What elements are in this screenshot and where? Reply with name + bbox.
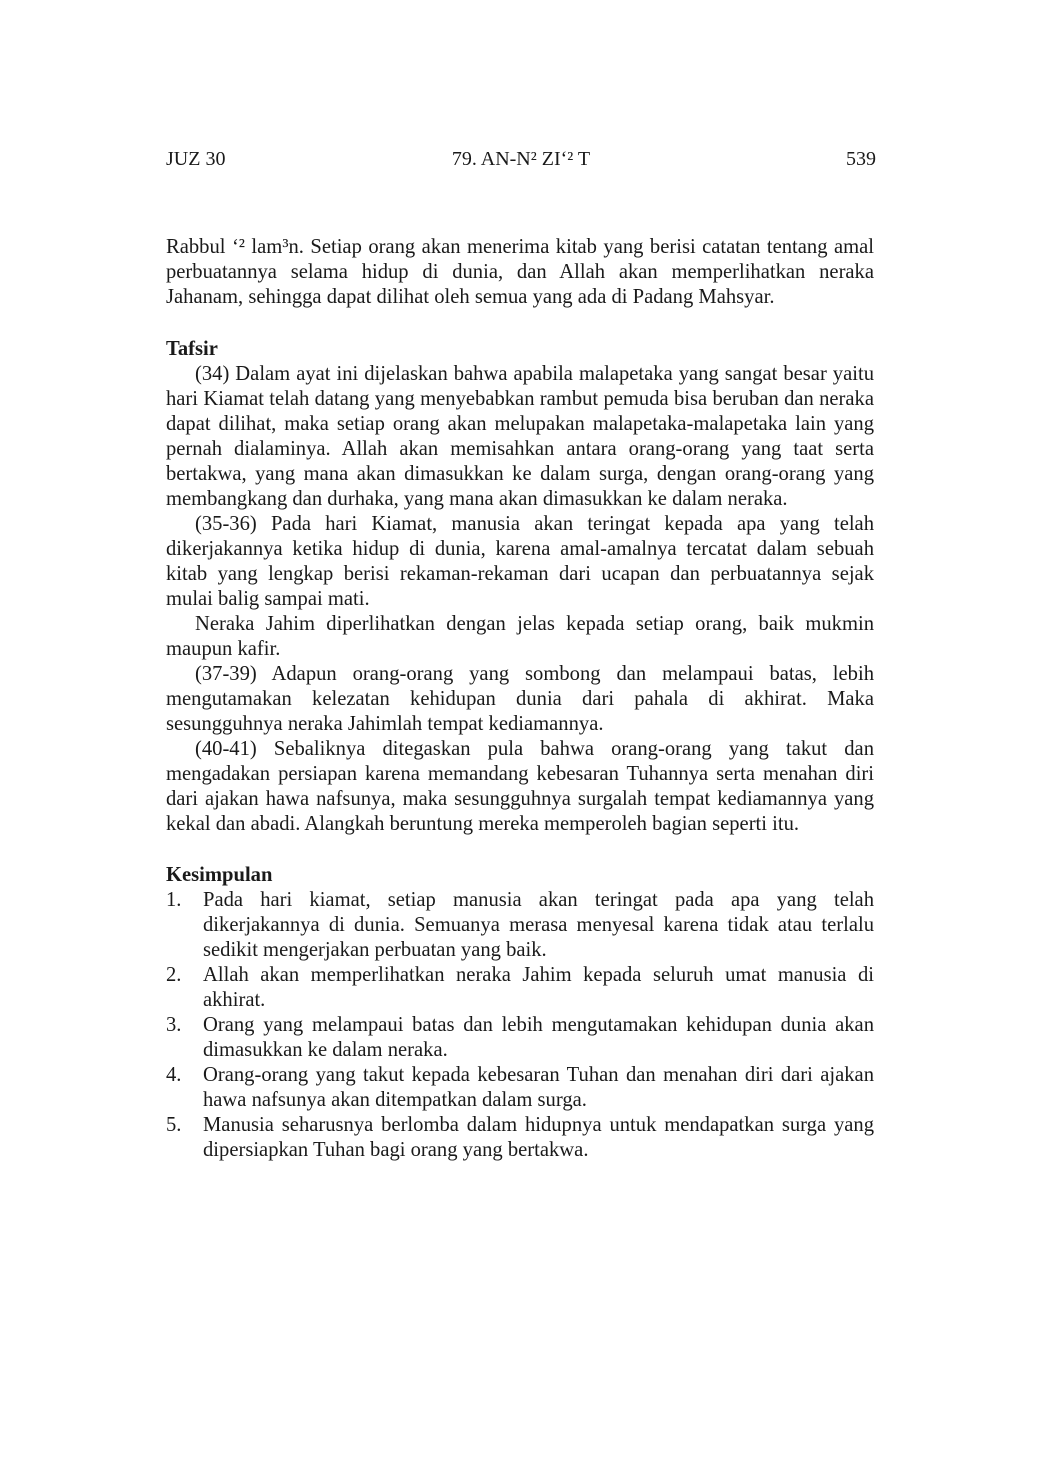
list-item-number: 3.: [166, 1014, 182, 1036]
kesimpulan-heading: Kesimpulan: [166, 864, 273, 886]
section-spacer: [166, 310, 874, 337]
surah-title: 79. AN-N² ZI‘² T: [451, 148, 591, 170]
intro-paragraph: Rabbul ‘² lam³n. Setiap orang akan menerima kitab yang berisi catatan tentang amal perbuatannya selama hidup di dunia, dan Allah akan memperlihatkan neraka Jahanam, sehingga dapat dilihat oleh semua yang ada di Padang Mahsyar.: [166, 236, 874, 308]
kesimpulan-list: [166, 888, 874, 1163]
list-item-text: Orang yang melampaui batas dan lebih mengutamakan kehidupan dunia akan dimasukkan ke dalam neraka.: [203, 1014, 874, 1061]
list-item-number: 4.: [166, 1064, 182, 1086]
tafsir-paragraph: (35-36) Pada hari Kiamat, manusia akan teringat kepada apa yang telah dikerjakannya ketika hidup di dunia, karena amal-amalnya tercatat dalam sebuah kitab yang lengkap berisi rekaman-rekaman dari ucapan dan perbuatannya sejak mulai balig sampai mati.: [166, 513, 874, 610]
tafsir-paragraph: (40-41) Sebaliknya ditegaskan pula bahwa orang-orang yang takut dan mengadakan persiapan karena memandang kebesaran Tuhannya serta menahan diri dari ajakan hawa nafsunya, maka sesungguhnya surgalah tempat kediamannya yang kekal dan abadi. Alangkah beruntung mereka memperoleh bagian seperti itu.: [166, 738, 874, 835]
list-item-text: Manusia seharusnya berlomba dalam hidupnya untuk mendapatkan surga yang dipersiapkan Tuhan bagi orang yang bertakwa.: [203, 1114, 874, 1161]
tafsir-paragraph: (34) Dalam ayat ini dijelaskan bahwa apabila malapetaka yang sangat besar yaitu hari Kiamat telah datang yang menyebabkan rambut pemuda bisa beruban dan neraka dapat dilihat, maka setiap orang akan melupakan malapetaka-malapetaka lain yang pernah dialaminya. Allah akan memisahkan antara orang-orang yang taat serta bertakwa, yang mana akan dimasukkan ke dalam surga, dengan orang-orang yang membangkang dan durhaka, yang mana akan dimasukkan ke dalam neraka.: [166, 363, 874, 510]
section-spacer: [166, 837, 874, 863]
tafsir-paragraph: (37-39) Adapun orang-orang yang sombong dan melampaui batas, lebih mengutamakan kelezatan kehidupan dunia dari pahala di akhirat. Maka sesungguhnya neraka Jahimlah tempat kediamannya.: [166, 663, 874, 735]
list-item-text: Pada hari kiamat, setiap manusia akan teringat pada apa yang telah dikerjakannya di dunia. Semuanya merasa menyesal karena tidak atau terlalu sedikit mengerjakan perbuatan yang baik.: [203, 889, 874, 961]
tafsir-section: [166, 337, 874, 837]
list-item: [166, 963, 874, 1013]
juz-label: JUZ 30: [166, 148, 226, 170]
page-number: 539: [846, 148, 876, 170]
kesimpulan-section: [166, 863, 874, 1163]
list-item-number: 1.: [166, 889, 182, 911]
list-item: [166, 888, 874, 963]
list-item: [166, 1013, 874, 1063]
tafsir-paragraph: Neraka Jahim diperlihatkan dengan jelas kepada setiap orang, baik mukmin maupun kafir.: [166, 613, 874, 660]
list-item-number: 5.: [166, 1114, 182, 1136]
page-body: [166, 235, 874, 1163]
list-item: [166, 1063, 874, 1113]
list-item-text: Orang-orang yang takut kepada kebesaran Tuhan dan menahan diri dari ajakan hawa nafsunya akan ditempatkan dalam surga.: [203, 1064, 874, 1111]
page-header: [166, 146, 876, 172]
list-item-text: Allah akan memperlihatkan neraka Jahim kepada seluruh umat manusia di akhirat.: [203, 964, 874, 1011]
tafsir-heading: Tafsir: [166, 338, 218, 360]
list-item: [166, 1113, 874, 1163]
list-item-number: 2.: [166, 964, 182, 986]
